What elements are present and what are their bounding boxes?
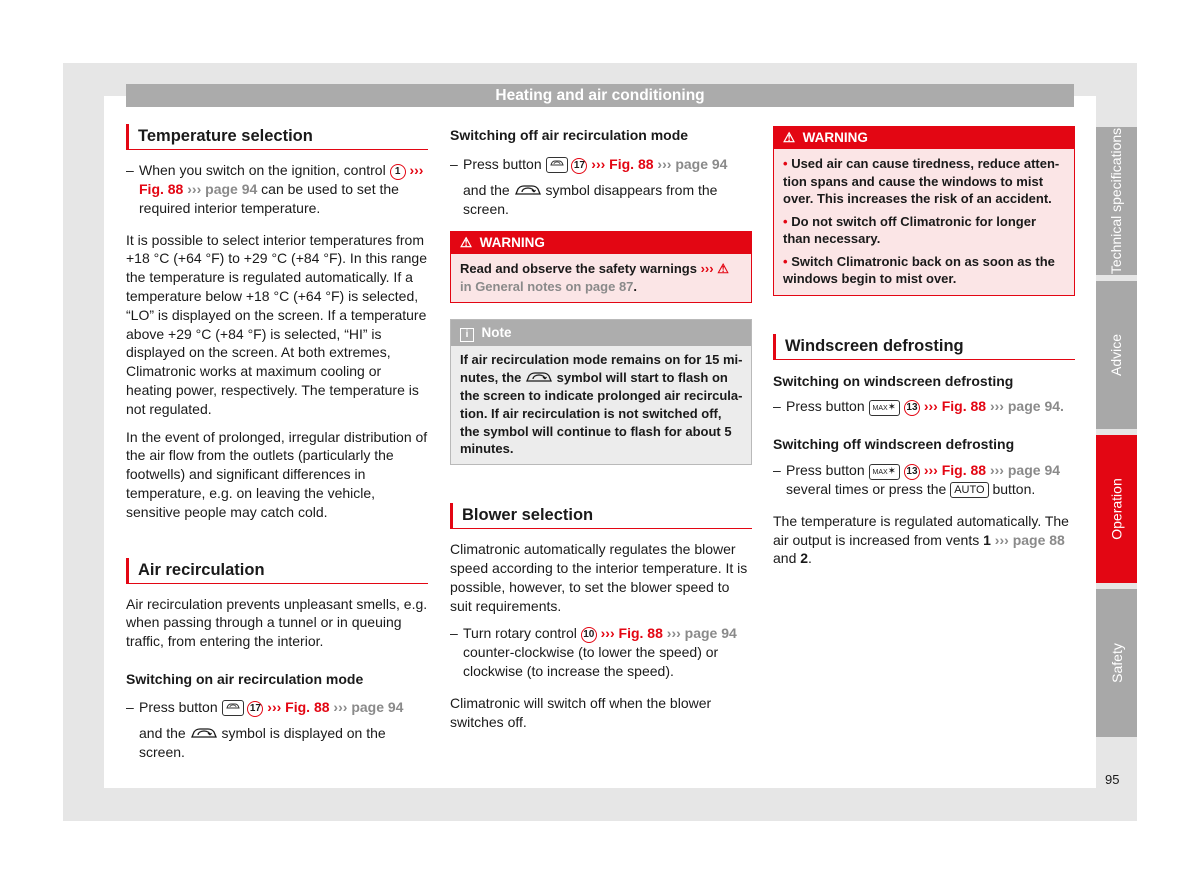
chevron-icon: ››› [600, 625, 615, 642]
chevron-icon: ››› [989, 398, 1004, 415]
control-17-badge: 17 [247, 701, 263, 717]
column-2 [450, 124, 752, 732]
warning-icon: ⚠ [783, 130, 796, 145]
temperature-step [126, 161, 428, 218]
fig-88-link[interactable]: Fig. 88 [609, 155, 654, 172]
switch-off-recirculation-subheading: Switching off air recirculation mode [450, 127, 689, 143]
bullet-marker: • [783, 253, 788, 269]
tab-label: Technical specifications [1108, 127, 1125, 275]
step-text: several times or press the [786, 481, 947, 498]
step-text: Press button [139, 698, 218, 715]
chevron-icon: ››› [187, 181, 202, 197]
blower-selection-heading: Blower selection [450, 503, 752, 529]
blower-paragraph: Climatronic automatically regulates the blower speed according to the interior temperature. It is possible, however, to set the blower speed to suit requirements. [450, 541, 748, 614]
tab-label: Operation [1108, 478, 1125, 540]
warning-item-text: Switch Climatronic back on as soon as the windows begin to mist over. [783, 253, 1055, 286]
tab-advice[interactable] [1096, 281, 1137, 429]
warning-item-text: Do not switch off Climatronic for longer than necessary. [783, 213, 1037, 246]
tab-operation[interactable] [1096, 435, 1137, 583]
recirculation-off-step [450, 155, 752, 174]
chevron-icon: ››› [591, 155, 606, 172]
step-text: symbol is displayed on the screen. [139, 724, 386, 760]
chevron-icon: ››› [657, 155, 672, 172]
step-text: Turn rotary control [463, 625, 577, 642]
tab-label: Advice [1108, 333, 1125, 377]
vent-1-label: 1 [983, 531, 991, 548]
chevron-icon: ››› [333, 698, 348, 715]
defrost-on-step [773, 397, 1075, 416]
section-header: Heating and air conditioning [126, 84, 1074, 107]
fig-88-link[interactable]: Fig. 88 [941, 462, 987, 479]
chevron-icon: ››› [989, 462, 1004, 479]
recirculation-car-icon [190, 726, 218, 740]
step-text: and the [463, 181, 510, 198]
windscreen-defrosting-heading: Windscreen defrosting [773, 334, 1075, 360]
bullet-marker: • [783, 213, 788, 229]
warning-header [774, 127, 1074, 149]
max-defrost-button-icon: MAX✶ [869, 400, 901, 416]
page-94-link[interactable]: page 94 [675, 155, 728, 172]
paragraph-text: and [773, 550, 797, 567]
fig-88-link[interactable]: Fig. 88 [139, 181, 184, 197]
control-17-badge: 17 [571, 158, 587, 174]
warning-header [451, 232, 751, 254]
warning-text: Read and observe the safety warnings [460, 261, 697, 277]
recirculation-button-icon [222, 700, 244, 716]
tab-label: Safety [1108, 643, 1125, 683]
step-text: Press button [786, 462, 865, 479]
max-defrost-button-icon: MAX✶ [869, 464, 901, 480]
tab-technical-specifications[interactable] [1096, 127, 1137, 275]
note-header [451, 320, 751, 346]
warning-box [773, 126, 1075, 296]
note-text: symbol will start to flash on the screen to indicate prolonged air recirculation. If air recirculation is not switched off, the symbol will continue to flash for about 5 minutes. [460, 370, 743, 457]
paragraph-text: The temperature is regulated automatically. The air output is increased from vents [773, 512, 1069, 548]
fig-88-link[interactable]: Fig. 88 [285, 698, 330, 715]
chevron-icon: ››› [409, 162, 424, 178]
control-13-badge: 13 [904, 464, 920, 480]
air-recirculation-paragraph: Air recirculation prevents unpleasant smells, e.g. when passing through a tunnel or in queuing traffic, from entering the interior. [126, 595, 428, 650]
step-text: Press button [786, 398, 865, 415]
dash-marker: – [773, 462, 781, 479]
dash-marker: – [773, 398, 781, 415]
step-text: can be used to set the required interior temperature. [139, 181, 399, 216]
note-text: If air recirculation mode remains on for 15 minutes, the [460, 352, 743, 386]
defrost-off-step [773, 461, 1075, 499]
blower-step [450, 624, 752, 681]
warning-item [783, 213, 1066, 248]
defrost-paragraph: The temperature is regulated automatically. The air output is increased from vents 1 ››› page 88 and 2. [773, 512, 1069, 567]
warning-triangle-icon: ⚠ [717, 261, 729, 277]
control-13-badge: 13 [904, 400, 920, 416]
warning-box [450, 231, 752, 303]
control-1-badge: 1 [390, 164, 406, 180]
page-94-link[interactable]: page 94. [1007, 398, 1064, 415]
temperature-paragraph-2: In the event of prolonged, irregular distribution of the air flow from the outlets (particularly the footwells) and significant differences in temperature, e.g. on leaving the vehicle, sensitive people may catch cold. [126, 428, 428, 520]
switch-on-recirculation-subheading: Switching on air recirculation mode [126, 670, 364, 687]
vent-2-label: 2 [800, 550, 809, 567]
step-text: Press button [463, 155, 542, 172]
page-94-link[interactable]: page 94 [1007, 462, 1061, 479]
temperature-selection-heading: Temperature selection [126, 124, 428, 150]
recirculation-on-step [126, 698, 428, 717]
step-text: and the [139, 724, 186, 741]
chevron-icon: ››› [923, 398, 938, 415]
note-box [450, 319, 752, 465]
chevron-icon: ››› [923, 462, 938, 479]
fig-88-link[interactable]: Fig. 88 [618, 625, 663, 642]
recirculation-car-icon [514, 183, 542, 197]
air-recirculation-heading: Air recirculation [126, 558, 428, 584]
info-icon: i [460, 328, 474, 342]
warning-body: Read and observe the safety warnings ››› ⚠ in General notes on page 87. [460, 261, 729, 294]
switch-on-defrost-subheading: Switching on windscreen defrosting [773, 372, 1014, 389]
step-text: button. [992, 481, 1036, 498]
warning-body [774, 149, 1074, 295]
page-94-link[interactable]: page 94 [205, 181, 258, 197]
fig-88-link[interactable]: Fig. 88 [941, 398, 987, 415]
page-number: 95 [1105, 772, 1120, 787]
warning-text: in [460, 278, 472, 294]
note-body [451, 346, 751, 464]
general-notes-link[interactable]: General notes on page 87 [475, 278, 634, 294]
warning-item [783, 253, 1066, 288]
tab-safety[interactable] [1096, 589, 1137, 737]
dash-marker: – [450, 625, 458, 642]
dash-marker: – [126, 162, 134, 178]
page-94-link[interactable]: page 94 [684, 625, 737, 642]
warning-icon: ⚠ [460, 235, 473, 251]
recirculation-car-icon [525, 370, 553, 384]
control-10-badge: 10 [581, 627, 597, 643]
dash-marker: – [126, 698, 134, 715]
column-1 [126, 124, 428, 761]
warning-label: WARNING [479, 235, 545, 251]
bullet-marker: • [783, 156, 788, 171]
dash-marker: – [450, 155, 458, 172]
recirculation-off-continuation [450, 181, 752, 219]
warning-label: WARNING [802, 130, 868, 145]
recirculation-button-icon [546, 157, 568, 173]
recirculation-on-continuation [126, 724, 428, 762]
page-88-link[interactable]: page 88 [1012, 531, 1065, 548]
temperature-paragraph: It is possible to select interior temperatures from +18 °C (+64 °F) to +29 °C (+84 °F). In this range the temperature is regulated automatically. If a temperature below +18 °C (+64 °F) is selected, “LO” is displayed on the screen. If a temperature above +29 °C (+84 °F) is selected, “HI” is displayed on the screen. At both extremes, Climatronic works at maximum cooling or heating power, respectively. The temperature is not regulated. [126, 231, 427, 417]
max-label: MAX [872, 469, 888, 477]
step-text: counter-clockwise (to lower the speed) or clockwise (to increase the speed). [463, 644, 719, 680]
chevron-icon: ››› [994, 531, 1009, 548]
blower-paragraph-2: Climatronic will switch off when the blower switches off. [450, 694, 712, 730]
warning-item [783, 155, 1066, 208]
chevron-icon: ››› [700, 261, 714, 277]
column-3 [773, 124, 1075, 568]
step-text: When you switch on the ignition, control [139, 162, 386, 178]
chevron-icon: ››› [267, 698, 282, 715]
auto-button-label: AUTO [950, 482, 988, 498]
page-94-link[interactable]: page 94 [351, 698, 404, 715]
warning-item-text: Used air can cause tiredness, reduce attention spans and cause the windows to mist over. This increases the risk of an accident. [783, 156, 1060, 206]
note-label: Note [481, 325, 512, 341]
step-text: symbol disappears from the screen. [463, 181, 718, 217]
switch-off-defrost-subheading: Switching off windscreen defrosting [773, 436, 1015, 453]
chevron-icon: ››› [666, 625, 681, 642]
max-label: MAX [872, 405, 888, 413]
